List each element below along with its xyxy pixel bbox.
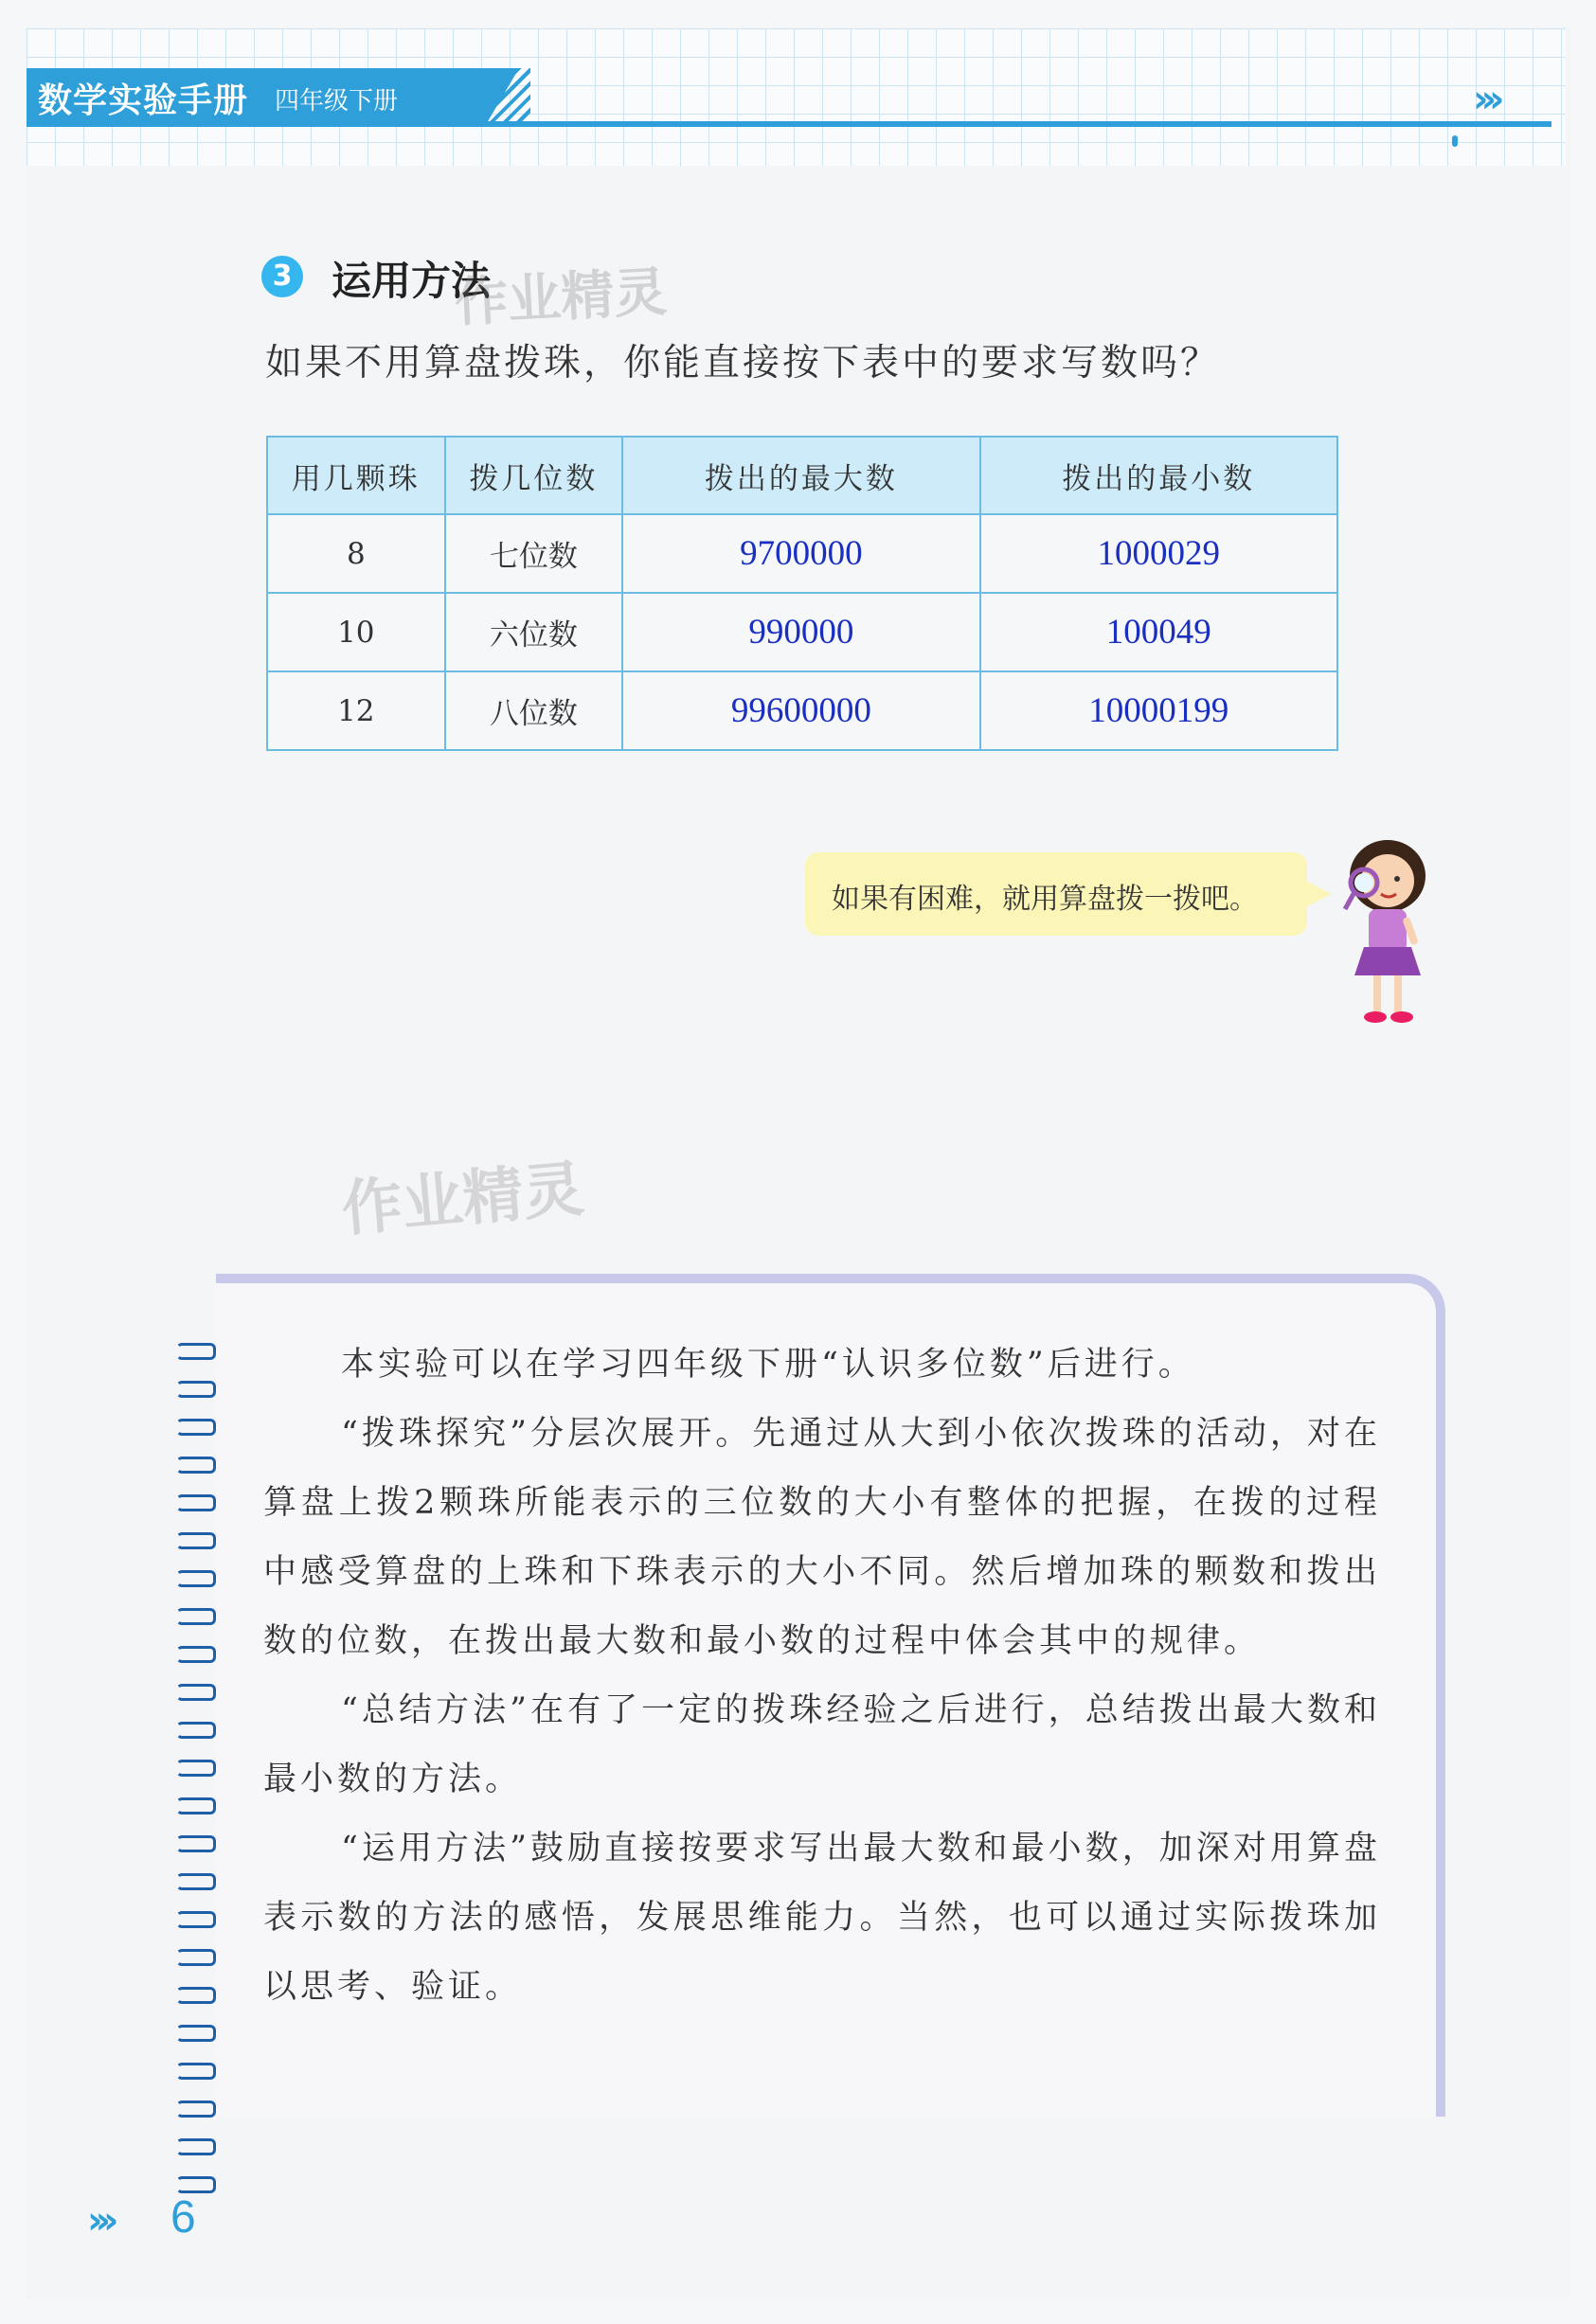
header-dot — [1452, 135, 1458, 147]
section-title: 运用方法 — [332, 258, 492, 304]
book-title: 数学实验手册 — [38, 81, 249, 120]
cell-max: 9700000 — [622, 514, 979, 593]
speech-bubble-text: 如果有困难，就用算盘拨一拨吧。 — [832, 883, 1258, 916]
note-paragraph: 本实验可以在学习四年级下册“认识多位数”后进行。 — [341, 1346, 1195, 1384]
header-digits: 拨几位数 — [445, 437, 623, 514]
girl-with-magnifier-illustration — [1336, 833, 1440, 1032]
table-row — [267, 671, 1337, 750]
cell-digits: 七位数 — [445, 514, 623, 593]
cell-max: 99600000 — [622, 671, 979, 750]
table-row — [267, 514, 1337, 593]
header-beads: 用几颗珠 — [267, 437, 445, 514]
cell-digits: 八位数 — [445, 671, 623, 750]
double-chevron-icon: ››› — [87, 2199, 112, 2243]
header-line — [27, 121, 1551, 127]
page-number: 6 — [170, 2192, 196, 2243]
watermark: 作业精灵 — [453, 261, 669, 334]
teacher-note-text — [263, 1331, 1381, 2022]
cell-digits: 六位数 — [445, 593, 623, 671]
cell-min: 10000199 — [980, 671, 1337, 750]
cell-beads: 8 — [267, 514, 445, 593]
note-paragraph: “拨珠探究”分层次展开。先通过从大到小依次拨珠的活动，对在算盘上拨2颗珠所能表示的三位数的大小有整体的把握，在拨的过程中感受算盘的上珠和下珠表示的大小不同。然后增加珠的颗数和拨出数的位数，在拨出最大数和最小数的过程中体会其中的规律。 — [263, 1415, 1381, 1660]
header-min: 拨出的最小数 — [980, 437, 1337, 514]
note-paragraph: “总结方法”在有了一定的拨珠经验之后进行，总结拨出最大数和最小数的方法。 — [263, 1691, 1381, 1798]
speech-bubble — [805, 852, 1307, 936]
question-text: 如果不用算盘拨珠，你能直接按下表中的要求写数吗？ — [265, 342, 1221, 384]
double-chevron-icon: ››› — [1473, 78, 1497, 121]
cell-min: 1000029 — [980, 514, 1337, 593]
spiral-binding — [176, 1343, 214, 2082]
grade-label: 四年级下册 — [275, 87, 399, 116]
cell-max: 990000 — [622, 593, 979, 671]
note-paragraph: “运用方法”鼓励直接按要求写出最大数和最小数，加深对用算盘表示数的方法的感悟，发展思维能力。当然，也可以通过实际拨珠加以思考、验证。 — [263, 1830, 1381, 2006]
section-number-badge: 3 — [261, 256, 303, 297]
header-max: 拨出的最大数 — [622, 437, 979, 514]
watermark: 作业精灵 — [338, 1153, 587, 1245]
table-row — [267, 593, 1337, 671]
bead-table — [266, 436, 1338, 751]
table-header-row — [267, 437, 1337, 514]
cell-beads: 10 — [267, 593, 445, 671]
cell-beads: 12 — [267, 671, 445, 750]
cell-min: 100049 — [980, 593, 1337, 671]
header-stripes — [436, 68, 530, 127]
